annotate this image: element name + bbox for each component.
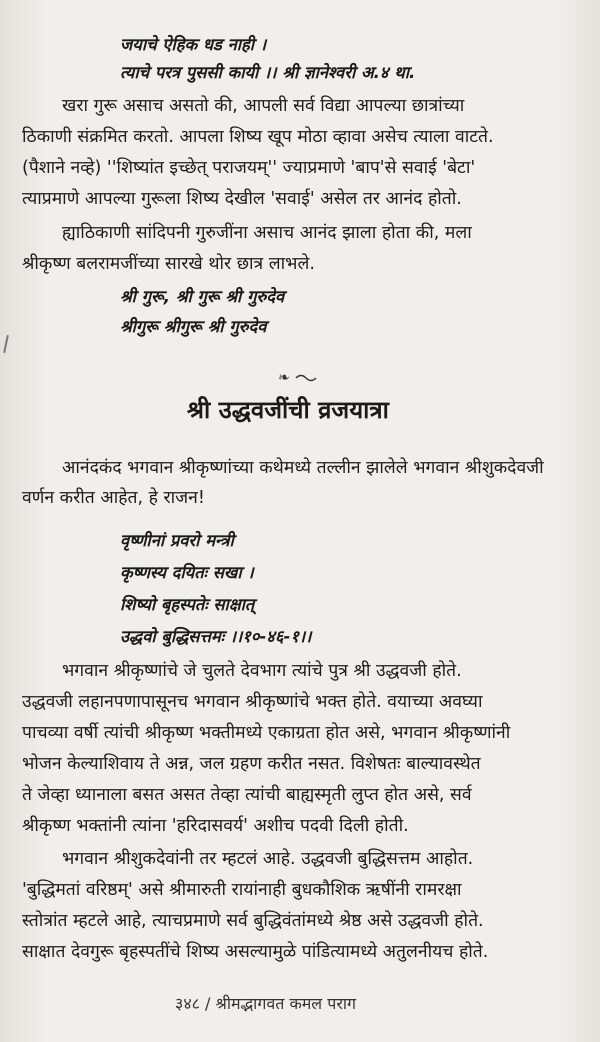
- sanskrit-verse-line-3: शिष्यो बृहस्पतेः साक्षात्: [120, 595, 255, 614]
- page-edge-mark: [3, 335, 9, 353]
- para2-line-1: ह्याठिकाणी सांदिपनी गुरुजींना असाच आनंद झाला होता की, मला: [62, 223, 472, 243]
- para3-line-2: वर्णन करीत आहेत, हे राजन!: [22, 488, 205, 508]
- sanskrit-verse-line-4: उद्धवो बुद्धिसत्तमः ।।१०-४६-१।।: [120, 627, 312, 646]
- invocation-line-2: श्रीगुरू श्रीगुरू श्री गुरुदेव: [120, 317, 267, 336]
- intro-verse-line-2: त्याचे परत्र पुससी कायी ।। श्री ज्ञानेश्वरी अ.४ था.: [120, 63, 416, 82]
- sanskrit-verse-line-1: वृष्णीनां प्रवरो मन्त्री: [120, 531, 234, 550]
- para5-line-4: साक्षात देवगुरू बृहस्पतींचे शिष्य असल्यामुळे पांडित्यामध्ये अतुलनीयच होते.: [22, 942, 489, 962]
- para1-line-3: (पैशाने नव्हे) ''शिष्यांत इच्छेत् पराजयम्'' ज्याप्रमाणे 'बाप'से सवाई 'बेटा': [22, 158, 476, 178]
- intro-verse-line-1: जयाचे ऐहिक धड नाही ।: [120, 35, 267, 54]
- para4-line-5: ते जेव्हा ध्यानाला बसत असत तेव्हा त्यांची बाह्यस्मृती लुप्त होत असे, सर्व: [22, 785, 472, 805]
- para5-line-1: भगवान श्रीशुकदेवांनी तर म्हटलं आहे. उद्धवजी बुद्धिसत्तम आहोत.: [62, 849, 474, 869]
- para3-line-1: आनंदकंद भगवान श्रीकृष्णांच्या कथेमध्ये तल्लीन झालेले भगवान श्रीशुकदेवजी: [62, 458, 544, 478]
- para2-line-2: श्रीकृष्ण बलरामजींच्या सारखे थोर छात्र लाभले.: [22, 254, 315, 274]
- para4-line-4: भोजन केल्याशिवाय ते अन्न, जल ग्रहण करीत नसत. विशेषतः बाल्यावस्थेत: [22, 754, 481, 774]
- para4-line-1: भगवान श्रीकृष्णांचे जे चुलते देवभाग त्यांचे पुत्र श्री उद्धवजी होते.: [62, 661, 462, 681]
- ornament-divider: [278, 367, 328, 386]
- ornament-icon: ❧: [278, 370, 290, 386]
- sanskrit-verse-line-2: कृष्णस्य दयितः सखा ।: [120, 563, 254, 582]
- para4-line-2: उद्धवजी लहानपणापासूनच भगवान श्रीकृष्णांचे भक्त होते. वयाच्या अवघ्या: [22, 692, 483, 712]
- para4-line-6: श्रीकृष्ण भक्तांनी त्यांना 'हरिदासवर्य' अशीच पदवी दिली होती.: [22, 816, 409, 836]
- section-title: श्री उद्धवजींची व्रजयात्रा: [187, 396, 389, 424]
- para5-line-2: 'बुद्धिमतां वरिष्ठम्' असे श्रीमारुती रायांनाही बुधकौशिक ऋषींनी रामरक्षा: [22, 880, 462, 900]
- para1-line-4: त्याप्रमाणे आपल्या गुरूला शिष्य देखील 'सवाई' असेल तर आनंद होतो.: [22, 189, 462, 209]
- para1-line-1: खरा गुरू असाच असतो की, आपली सर्व विद्या आपल्या छात्रांच्या: [62, 96, 465, 116]
- para4-line-3: पाचव्या वर्षी त्यांची श्रीकृष्ण भक्तीमध्ये एकाग्रता होत असे, भगवान श्रीकृष्णांनी: [22, 723, 511, 743]
- invocation-line-1: श्री गुरू, श्री गुरू श्री गुरुदेव: [120, 287, 285, 306]
- page-footer: ३४८ / श्रीमद्भागवत कमल पराग: [175, 994, 357, 1013]
- ornament-flourish-icon: [295, 373, 317, 383]
- para1-line-2: ठिकाणी संक्रमित करतो. आपला शिष्य खूप मोठा व्हावा असेच त्याला वाटते.: [22, 127, 494, 147]
- para5-line-3: स्तोत्रांत म्हटले आहे, त्याचप्रमाणे सर्व बुद्धिवंतांमध्ये श्रेष्ठ असे उद्धवजी होते.: [22, 911, 484, 931]
